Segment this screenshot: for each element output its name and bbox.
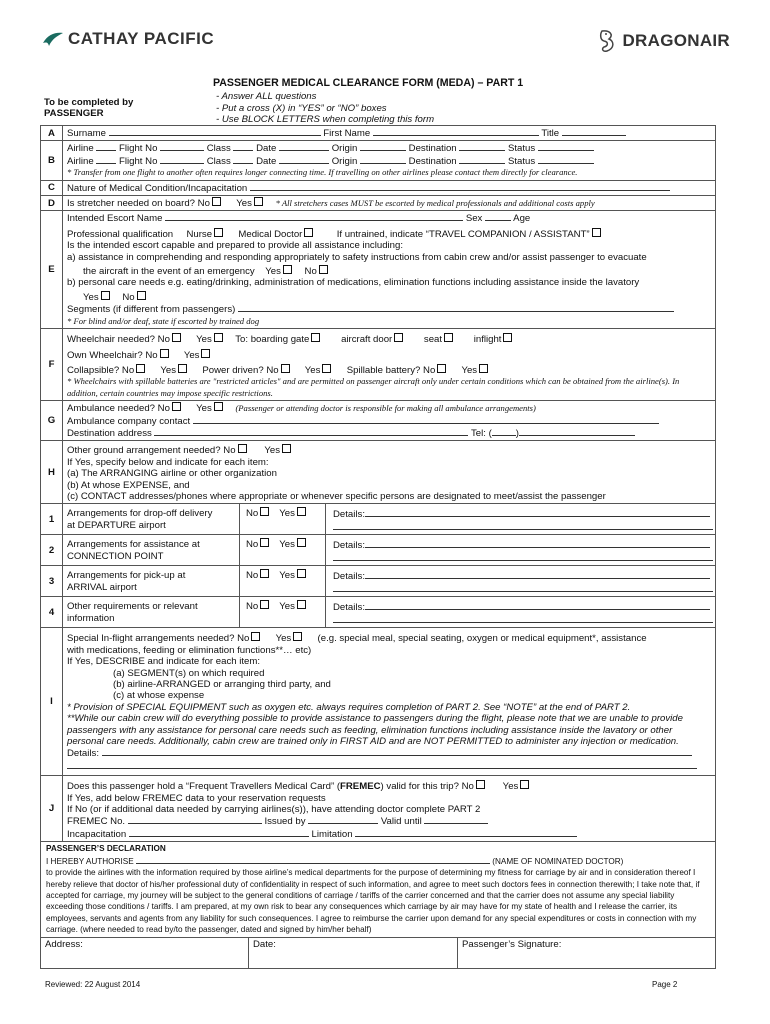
- issued-by-label: Issued by: [264, 816, 306, 828]
- to-be-completed-text: To be completed by: [44, 97, 134, 108]
- medical-condition-label: Nature of Medical Condition/Incapacitation: [67, 182, 248, 194]
- untrained-label: If untrained, indicate “TRAVEL COMPANION / ASSISTANT”: [336, 228, 590, 240]
- arrangement-yes-label: Yes: [279, 570, 295, 582]
- tel-field[interactable]: [519, 427, 635, 436]
- arrangement-number: 4: [41, 597, 63, 628]
- arrangement-label: [67, 570, 235, 593]
- escort-capable-question: Is the intended escort capable and prepared to provide all assistance including:: [67, 240, 403, 252]
- details-label: Details:: [333, 509, 365, 521]
- spillable-yes-label: Yes: [461, 364, 478, 376]
- inflight-arrangement-question: Special In-flight arrangements needed? No: [67, 633, 250, 645]
- own-wheelchair-yes-label: Yes: [183, 349, 200, 361]
- ground-yes-label: Yes: [264, 445, 281, 457]
- nurse-checkbox[interactable]: [214, 228, 223, 237]
- seat-checkbox[interactable]: [444, 333, 453, 342]
- instructions: [216, 91, 434, 126]
- fremec-no-field[interactable]: [128, 815, 262, 824]
- inflight-item-b: (b) airline-ARRANGED or arranging third party, and: [113, 679, 331, 690]
- status-label-2: Status: [507, 155, 536, 167]
- airline-field-2[interactable]: [96, 155, 116, 164]
- arrangement-no-checkbox[interactable]: [260, 569, 269, 578]
- destination-label: Destination: [408, 143, 457, 155]
- ground-instr-4: (c) CONTACT addresses/phones where appropriate or whenever specific persons are designated to meet/assist the passenger: [67, 490, 606, 502]
- arrangement-line2: ARRIVAL airport: [67, 581, 137, 593]
- status-label: Status: [507, 143, 536, 155]
- arrangement-number: 3: [41, 566, 63, 597]
- stretcher-note: * All stretchers cases MUST be escorted by medical professionals and additional costs apply: [275, 198, 595, 209]
- power-driven-question: Power driven? No: [202, 364, 279, 376]
- wheelchair-yes-checkbox[interactable]: [214, 333, 223, 342]
- valid-until-label: Valid until: [380, 816, 422, 828]
- airline-label-2: Airline: [67, 155, 94, 167]
- boarding-gate-label: To: boarding gate: [235, 334, 310, 346]
- address-cell[interactable]: [41, 938, 249, 968]
- ambulance-question: Ambulance needed? No: [67, 403, 170, 415]
- section-c-label: C: [41, 180, 63, 195]
- tel-label: Tel: (: [470, 427, 492, 439]
- ground-arrangement-question: Other ground arrangement needed? No: [67, 445, 236, 457]
- item-a-yes-label: Yes: [265, 266, 281, 278]
- origin-field-2[interactable]: [360, 155, 406, 164]
- section-b-label: B: [41, 141, 63, 180]
- flight-no-label-2: Flight No: [119, 155, 158, 167]
- incapacitation-label: Incapacitation: [67, 828, 127, 840]
- signature-row: [41, 937, 716, 968]
- flight-no-label: Flight No: [119, 143, 158, 155]
- date-field-2[interactable]: [279, 155, 329, 164]
- arrangement-yes-checkbox[interactable]: [297, 538, 306, 547]
- arrangement-no-label: No: [246, 570, 259, 582]
- dragon-icon: [598, 28, 618, 54]
- cathay-pacific-logo: [42, 26, 214, 52]
- fremec-bold: FREMEC: [340, 781, 381, 793]
- item-a-no-checkbox[interactable]: [319, 265, 328, 274]
- inflight-describe: If Yes, DESCRIBE and indicate for each item:: [67, 656, 261, 668]
- declaration-section: [41, 842, 716, 937]
- date-label: Date: [256, 143, 277, 155]
- title-field[interactable]: [562, 127, 626, 136]
- sex-field[interactable]: [485, 212, 511, 221]
- inflight-details-label: Details:: [67, 748, 99, 760]
- doctor-label: Medical Doctor: [238, 228, 303, 240]
- inflight-examples: (e.g. special meal, special seating, oxygen or medical equipment*, assistance: [317, 633, 647, 645]
- destination-label-2: Destination: [408, 155, 457, 167]
- age-label: Age: [513, 213, 531, 225]
- dragonair-logo-text: DRAGONAIR: [622, 31, 730, 50]
- inflight-checkbox[interactable]: [503, 333, 512, 342]
- transfer-note: * Transfer from one flight to another often requires longer connecting time. If travelling on other airlines please contact them directly for clearance.: [67, 167, 578, 178]
- details-field-2[interactable]: [333, 521, 713, 530]
- section-f: [41, 329, 716, 401]
- section-i: [41, 628, 716, 776]
- class-field[interactable]: [233, 142, 253, 151]
- ground-instr-2: (a) The ARRANGING airline or other organization: [67, 468, 277, 480]
- first-name-label: First Name: [323, 128, 371, 139]
- address-label: Address:: [45, 938, 83, 950]
- destination-address-label: Destination address: [67, 427, 152, 439]
- collapsible-question: Collapsible? No: [67, 364, 135, 376]
- item-b-no-checkbox[interactable]: [137, 291, 146, 300]
- details-field-2[interactable]: [333, 583, 713, 592]
- section-c: [41, 180, 716, 195]
- section-g: G Ambulance needed? No Yes (Passenger or attending doctor is responsible for making all ambulance arrangements) Ambulance company contact Destination address Tel: ( ): [41, 401, 716, 441]
- flight-no-field[interactable]: [160, 142, 204, 151]
- destination-field[interactable]: [459, 142, 505, 151]
- ambulance-yes-label: Yes: [196, 403, 212, 415]
- segments-label: Segments (if different from passengers): [67, 304, 236, 316]
- fremec-yes-label: Yes: [502, 781, 519, 793]
- tel-area-field[interactable]: [492, 427, 516, 436]
- power-driven-yes-checkbox[interactable]: [322, 364, 331, 373]
- dragonair-logo: [598, 28, 730, 54]
- limitation-field[interactable]: [355, 828, 577, 837]
- arrangement-no-checkbox[interactable]: [260, 538, 269, 547]
- nominated-doctor-label: (NAME OF NOMINATED DOCTOR): [492, 856, 624, 866]
- origin-label-2: Origin: [331, 155, 358, 167]
- arrangement-yes-checkbox[interactable]: [297, 600, 306, 609]
- limitation-label: Limitation: [311, 828, 353, 840]
- cathay-logo-text: CATHAY PACIFIC: [68, 29, 215, 48]
- arrangement-label: [67, 601, 235, 624]
- boarding-gate-checkbox[interactable]: [311, 333, 320, 342]
- declaration-title: PASSENGER’S DECLARATION: [46, 844, 166, 854]
- arrangement-row-1: [41, 504, 716, 535]
- collapsible-no-checkbox[interactable]: [136, 364, 145, 373]
- fremec-yes-instr: If Yes, add below FREMEC data to your reservation requests: [67, 792, 326, 804]
- origin-label: Origin: [331, 143, 358, 155]
- flight-no-field-2[interactable]: [160, 155, 204, 164]
- collapsible-yes-checkbox[interactable]: [178, 364, 187, 373]
- arrangement-line1: Arrangements for pick-up at: [67, 570, 186, 582]
- details-field[interactable]: [365, 570, 710, 579]
- ground-no-checkbox[interactable]: [238, 444, 247, 453]
- status-field-2[interactable]: [538, 155, 594, 164]
- inflight-yes-label: Yes: [275, 633, 292, 645]
- spillable-question: Spillable battery? No: [346, 364, 436, 376]
- ground-instr-1: If Yes, specify below and indicate for each item:: [67, 456, 269, 468]
- date-cell[interactable]: [249, 938, 458, 968]
- class-field-2[interactable]: [233, 155, 253, 164]
- wheelchair-battery-note: * Wheelchairs with spillable batteries are "restricted articles" and are permitted on passenger aircraft only under certain conditions which can be obtained from the airline(s). In addition, certain countries may impose specific restrictions.: [67, 376, 680, 398]
- sex-label: Sex: [465, 213, 483, 225]
- declaration-date-label: Date:: [253, 938, 276, 950]
- power-driven-yes-label: Yes: [304, 364, 321, 376]
- arrangement-yes-label: Yes: [279, 539, 295, 551]
- arrangement-row-3: [41, 566, 716, 597]
- escort-name-field[interactable]: [165, 212, 463, 221]
- item-b-yes-checkbox[interactable]: [101, 291, 110, 300]
- wheelchair-no-checkbox[interactable]: [172, 333, 181, 342]
- own-wheelchair-question: Own Wheelchair? No: [67, 349, 158, 361]
- aircraft-door-checkbox[interactable]: [394, 333, 403, 342]
- signature-cell[interactable]: [458, 938, 716, 968]
- fremec-no-label: FREMEC No.: [67, 816, 126, 828]
- qualification-label: Professional qualification: [67, 228, 174, 240]
- arrangement-line1: Arrangements for assistance at: [67, 539, 200, 551]
- section-e: [41, 211, 716, 329]
- form-title: PASSENGER MEDICAL CLEARANCE FORM (MEDA) – PART 1: [213, 77, 524, 89]
- details-field[interactable]: [365, 508, 710, 517]
- arrangement-row-2: [41, 535, 716, 566]
- details-label: Details:: [333, 602, 365, 614]
- fremec-question: Does this passenger hold a “Frequent Travellers Medical Card” (: [67, 781, 341, 793]
- details-field-2[interactable]: [333, 614, 713, 623]
- companion-checkbox[interactable]: [592, 228, 601, 237]
- status-field[interactable]: [538, 142, 594, 151]
- details-field[interactable]: [365, 539, 710, 548]
- arrangement-line2: information: [67, 612, 115, 624]
- blind-deaf-note: * For blind and/or deaf, state if escorted by trained dog: [67, 315, 260, 326]
- section-d-label: D: [41, 196, 63, 211]
- arrangement-no-label: No: [246, 539, 259, 551]
- section-e-label: E: [41, 211, 63, 329]
- segments-field[interactable]: [238, 303, 674, 312]
- spillable-no-checkbox[interactable]: [437, 364, 446, 373]
- instruction-1: - Answer ALL questions: [216, 91, 317, 102]
- arrangement-number: 1: [41, 504, 63, 535]
- nominated-doctor-field[interactable]: [136, 855, 490, 864]
- ambulance-no-checkbox[interactable]: [172, 402, 181, 411]
- inflight-details-field[interactable]: [102, 747, 692, 756]
- doctor-checkbox[interactable]: [304, 228, 313, 237]
- item-a-no-label: No: [304, 266, 317, 278]
- own-wheelchair-yes-checkbox[interactable]: [201, 349, 210, 358]
- section-d: [41, 196, 716, 211]
- fremec-no-checkbox[interactable]: [476, 780, 485, 789]
- passenger-label: PASSENGER: [44, 108, 104, 119]
- class-label-2: Class: [206, 155, 231, 167]
- arrangement-no-checkbox[interactable]: [260, 600, 269, 609]
- stretcher-yes-label: Yes: [236, 198, 252, 210]
- aircraft-door-label: aircraft door: [341, 334, 393, 346]
- inflight-examples-cont: with medications, feeding or elimination functions**… etc): [67, 644, 312, 656]
- ground-instr-3: (b) At whose EXPENSE, and: [67, 479, 190, 491]
- ground-yes-checkbox[interactable]: [282, 444, 291, 453]
- section-a-label: A: [41, 126, 63, 141]
- inflight-item-c: (c) at whose expense: [113, 690, 205, 702]
- section-j-label: J: [41, 776, 63, 842]
- arrangement-number: 2: [41, 535, 63, 566]
- cabin-crew-note: **While our cabin crew will do everything possible to provide assistance to passengers during the flight, please note that we are unable to provide passengers with any assistance for personal care needs such as feeding, elimination functions including assistance inside the lavatory or other personal care needs. Additionally, cabin crew are trained only in FIRST AID and are NOT PERMITTED to administer any injection or medication.: [67, 713, 683, 748]
- date-label-2: Date: [256, 155, 277, 167]
- section-g-label: G: [41, 401, 63, 441]
- details-label: Details:: [333, 540, 365, 552]
- signature-table: [41, 938, 715, 968]
- item-b-no-label: No: [122, 291, 135, 303]
- authorise-label: I HEREBY AUTHORISE: [46, 856, 134, 866]
- airline-label: Airline: [67, 143, 94, 155]
- arrangement-line1: Arrangements for drop-off delivery: [67, 508, 213, 520]
- item-b-yes-label: Yes: [83, 291, 99, 303]
- medical-condition-field[interactable]: [250, 182, 670, 191]
- arrangement-yes-checkbox[interactable]: [297, 507, 306, 516]
- details-field-2[interactable]: [333, 552, 713, 561]
- collapsible-yes-label: Yes: [160, 364, 177, 376]
- section-h: [41, 441, 716, 504]
- arrangement-line2: CONNECTION POINT: [67, 550, 164, 562]
- arrangement-line1: Other requirements or relevant: [67, 601, 198, 613]
- arrangement-no-checkbox[interactable]: [260, 507, 269, 516]
- declaration-text: to provide the airlines with the information required by those airline’s medical departments for the purpose of determining my fitness for carriage by air and in consideration thereof I hereby relieve that doctor of his/her professional duty of confidentiality in respect of such information, and agree to meet such doctors fees in connection therewith; I take note that, if accepted for carriage, my journey will be subject to the general conditions of carriage / tariffs of the carrier concerned and that the carrier does not assume any special liability exceeding those conditions / tariffs. I am prepared, at my own risk to bear any consequences which carriage by air may have for my state of health and I release the carrier, its employees, servants and agents from any liability for such consequences. I agree to reimburse the carrier upon demand for any special expenditures or costs in connection with my carriage. (where needed to read by/to the passenger, dated and signed by him/her behalf): [46, 868, 700, 935]
- surname-field[interactable]: [109, 127, 321, 136]
- arrangement-yes-checkbox[interactable]: [297, 569, 306, 578]
- instruction-2: - Put a cross (X) in “YES” or “NO” boxes: [216, 102, 387, 114]
- destination-field-2[interactable]: [459, 155, 505, 164]
- escort-item-a-cont: the aircraft in the event of an emergency: [83, 266, 255, 278]
- fremec-yes-checkbox[interactable]: [520, 780, 529, 789]
- issued-by-field[interactable]: [308, 815, 378, 824]
- ambulance-note: (Passenger or attending doctor is responsible for making all ambulance arrangements): [235, 403, 536, 414]
- arrangement-yes-label: Yes: [279, 601, 295, 613]
- section-a: [41, 126, 716, 141]
- ambulance-yes-checkbox[interactable]: [214, 402, 223, 411]
- own-wheelchair-no-checkbox[interactable]: [160, 349, 169, 358]
- inflight-yes-checkbox[interactable]: [293, 632, 302, 641]
- seat-label: seat: [423, 334, 443, 346]
- section-f-label: F: [41, 329, 63, 401]
- section-b: [41, 141, 716, 180]
- nurse-label: Nurse: [186, 228, 213, 240]
- section-i-label: I: [41, 628, 63, 776]
- valid-until-field[interactable]: [424, 815, 488, 824]
- special-equipment-note: * Provision of SPECIAL EQUIPMENT such as oxygen etc. always requires completion of PART 2. See “NOTE” at the end of PART 2.: [67, 701, 631, 713]
- wheelchair-question: Wheelchair needed? No: [67, 334, 170, 346]
- arrangement-yes-label: Yes: [279, 508, 295, 520]
- fremec-no-instr: If No (or if additional data needed by carrying airlines(s)), have attending doctor complete PART 2: [67, 804, 481, 816]
- item-a-yes-checkbox[interactable]: [283, 265, 292, 274]
- airline-field[interactable]: [96, 142, 116, 151]
- stretcher-yes-checkbox[interactable]: [254, 197, 263, 206]
- stretcher-question: Is stretcher needed on board? No: [67, 198, 210, 210]
- origin-field[interactable]: [360, 142, 406, 151]
- destination-address-field[interactable]: [154, 427, 468, 436]
- details-field[interactable]: [365, 601, 710, 610]
- date-field[interactable]: [279, 142, 329, 151]
- arrangement-label: [67, 508, 235, 531]
- ambulance-contact-label: Ambulance company contact: [67, 415, 191, 427]
- details-label: Details:: [333, 571, 365, 583]
- inflight-details-field-2[interactable]: [67, 760, 697, 769]
- instruction-3: - Use BLOCK LETTERS when completing this form: [216, 114, 435, 125]
- to-be-completed-label: [44, 97, 133, 119]
- signature-label: Passenger’s Signature:: [462, 938, 562, 950]
- class-label: Class: [206, 143, 231, 155]
- inflight-label: inflight: [473, 334, 502, 346]
- wheelchair-yes-label: Yes: [196, 334, 212, 346]
- incapacitation-field[interactable]: [129, 828, 309, 837]
- arrangement-label: [67, 539, 235, 562]
- power-driven-no-checkbox[interactable]: [281, 364, 290, 373]
- section-h-label: H: [41, 441, 63, 504]
- brushwing-icon: [42, 30, 64, 48]
- inflight-item-a: (a) SEGMENT(s) on which required: [113, 667, 265, 679]
- page-number: Page 2: [652, 980, 678, 989]
- arrangement-line2: at DEPARTURE airport: [67, 519, 166, 531]
- arrangement-no-label: No: [246, 601, 259, 613]
- fremec-question-end: ) valid for this trip? No: [380, 781, 474, 793]
- escort-item-b: b) personal care needs e.g. eating/drinking, administration of medications, elimination functions including assistance inside the lavatory: [67, 277, 640, 289]
- escort-item-a: a) assistance in comprehending and responding appropriately to safety instructions from cabin crew and/or assist passenger to evacuate: [67, 251, 647, 263]
- arrangement-row-4: [41, 597, 716, 628]
- section-j: [41, 776, 716, 842]
- medical-form-table: [40, 125, 716, 969]
- ambulance-contact-field[interactable]: [193, 415, 659, 424]
- title-label: Title: [541, 128, 560, 139]
- surname-label: Surname: [67, 128, 106, 139]
- spillable-yes-checkbox[interactable]: [479, 364, 488, 373]
- reviewed-date: Reviewed: 22 August 2014: [45, 980, 141, 989]
- arrangement-no-label: No: [246, 508, 259, 520]
- first-name-field[interactable]: [373, 127, 539, 136]
- stretcher-no-checkbox[interactable]: [212, 197, 221, 206]
- escort-name-label: Intended Escort Name: [67, 213, 163, 225]
- inflight-no-checkbox[interactable]: [251, 632, 260, 641]
